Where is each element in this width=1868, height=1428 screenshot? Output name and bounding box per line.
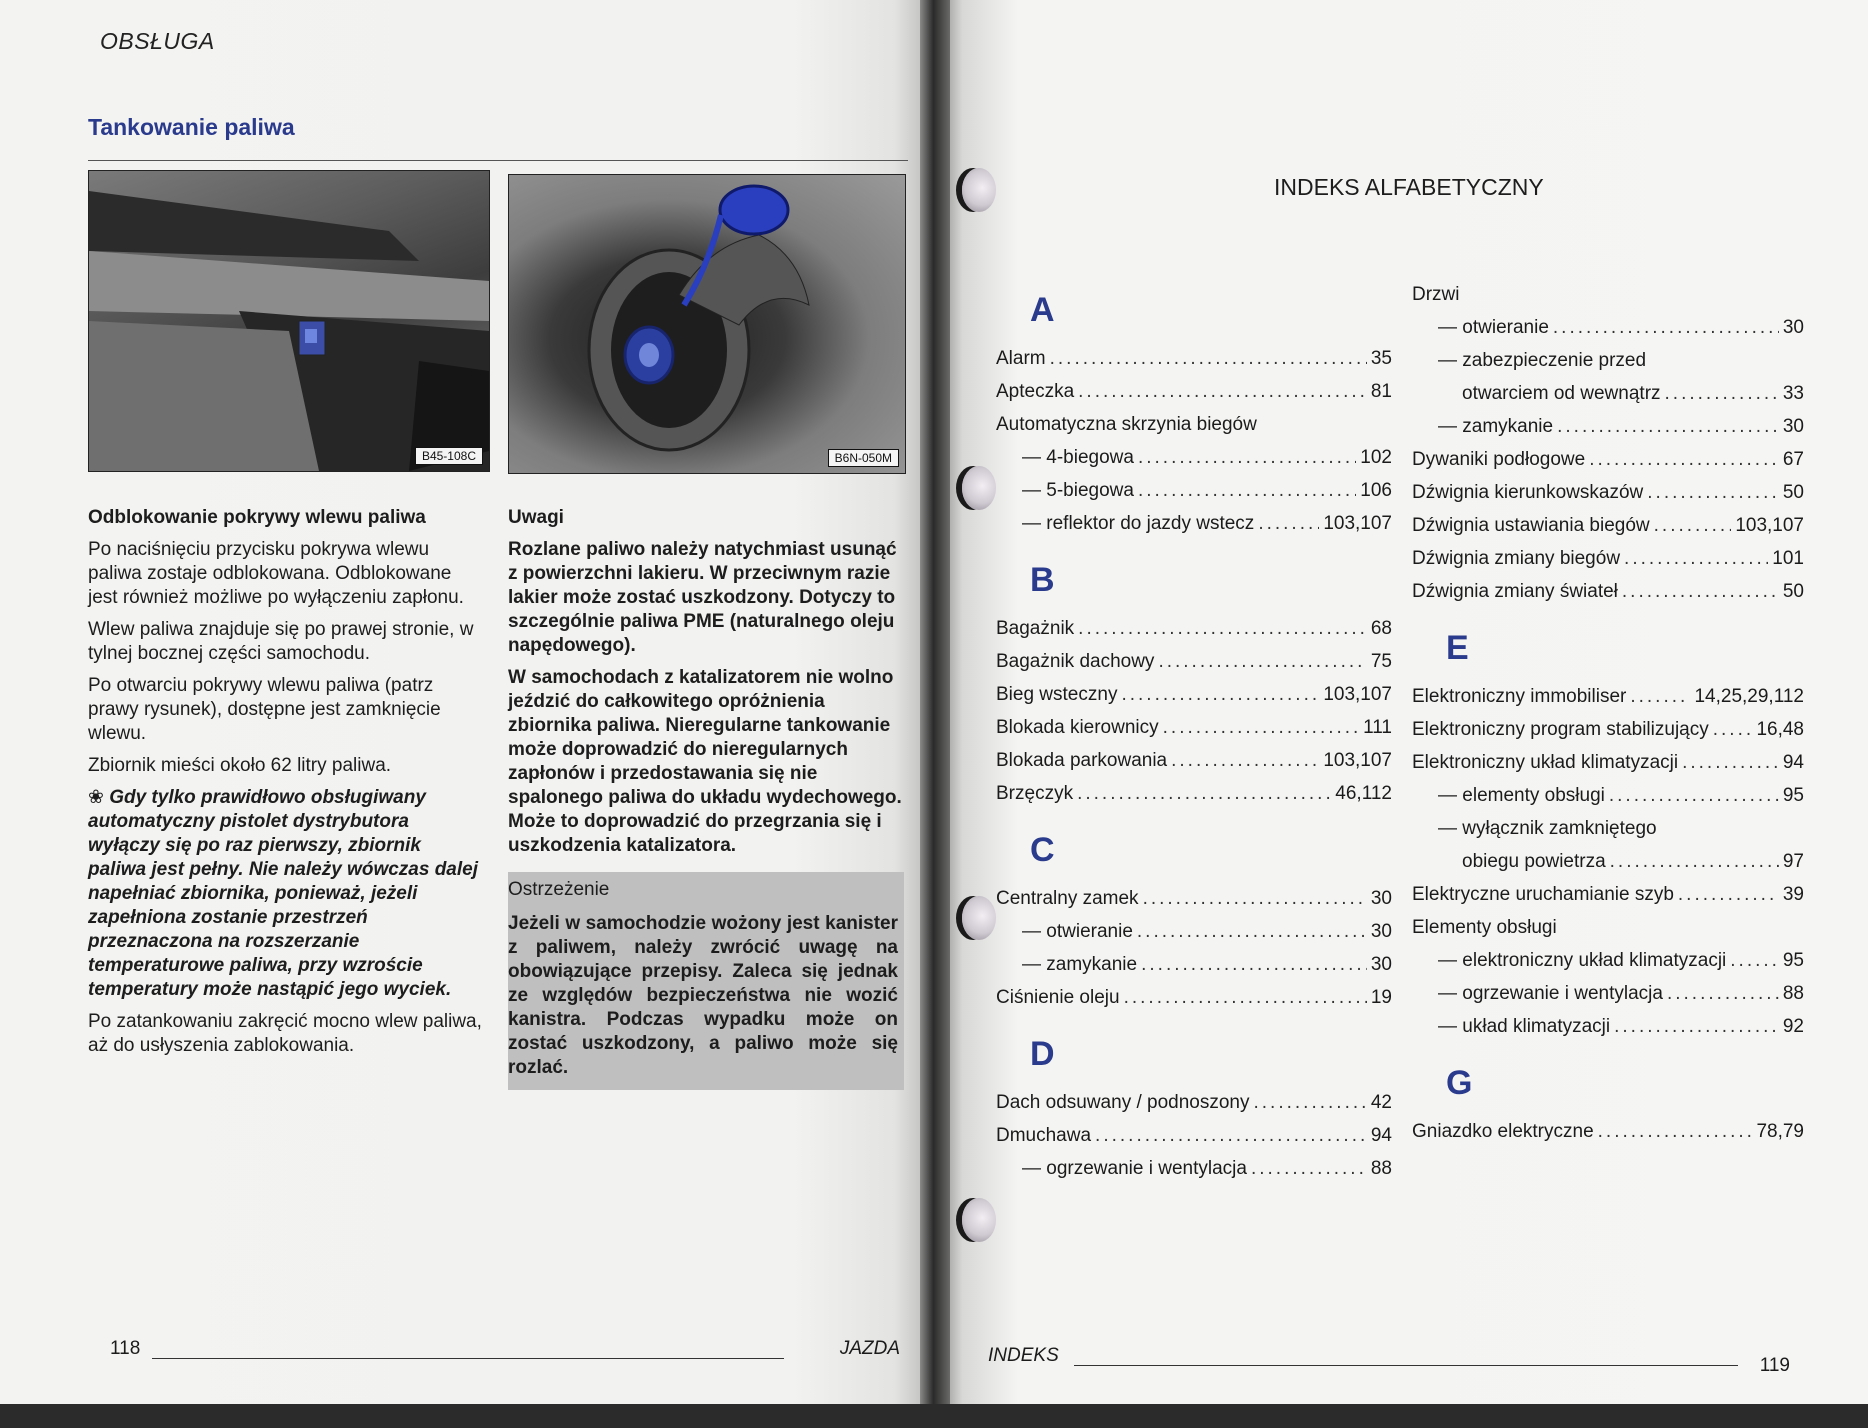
index-letter: E: [1446, 629, 1469, 667]
warning-box: [508, 872, 904, 1090]
index-entry: Dywaniki podłogowe ..... 67: [1412, 443, 1804, 476]
binder-hole: [962, 466, 996, 510]
right-page: [944, 0, 1868, 1404]
index-entry: — 5-biegowa ..... 106: [996, 474, 1392, 507]
index-letter: G: [1446, 1064, 1473, 1102]
index-entry: — zabezpieczenie przed: [1438, 350, 1647, 371]
page-number: 118: [110, 1338, 141, 1359]
column-heading: Odblokowanie pokrywy wlewu paliwa: [88, 507, 426, 528]
paragraph: Po otwarciu pokrywy wlewu paliwa (patrz prawy rysunek), dostępne jest zamknięcie wlewu.: [88, 675, 441, 744]
index-entry: — otwieranie ..... 30: [996, 915, 1392, 948]
index-entry: — ogrzewanie i wentylacja ..... 88: [996, 1152, 1392, 1185]
photo2-illustration: [509, 175, 905, 473]
index-entry: — otwieranie ..... 30: [1412, 311, 1804, 344]
index-entry: Elektroniczny immobiliser ..... 14,25,29,112: [1412, 680, 1804, 713]
paragraph: Po zatankowaniu zakręcić mocno wlew paliwa, aż do usłyszenia zablokowania.: [88, 1011, 482, 1056]
index-entry: Gniazdko elektryczne ..... 78,79: [1412, 1115, 1804, 1148]
page-footer: [110, 1338, 900, 1362]
index-letter: A: [1030, 291, 1055, 329]
column-heading: Uwagi: [508, 507, 564, 528]
index-entry: — wyłącznik zamkniętego: [1438, 818, 1657, 839]
index-entry: Bagażnik dachowy ..... 75: [996, 645, 1392, 678]
paragraph: Zbiornik mieści około 62 litry paliwa.: [88, 755, 392, 776]
footer-section: JAZDA: [839, 1338, 900, 1359]
index-entry: Dźwignia zmiany biegów ..... 101: [1412, 542, 1804, 575]
paragraph: Wlew paliwa znajduje się po prawej stronie, w tylnej bocznej części samochodu.: [88, 619, 474, 664]
index-entry: Alarm ..... 35: [996, 342, 1392, 375]
index-entry: Bieg wsteczny ..... 103,107: [996, 678, 1392, 711]
fuel-cap-photo: [508, 174, 906, 474]
index-entry: Drzwi: [1412, 284, 1460, 305]
warning-text: Jeżeli w samochodzie wożony jest kanister z paliwem, należy zwrócić uwagę na obowiązujące przepisy. Zaleca się jednak ze względów bezpieczeństwa nie wozić kanistra. Podczas wypadku może on zostać uszkodzony, a paliwo może się rozlać.: [508, 913, 898, 1078]
index-letter: B: [1030, 561, 1055, 599]
index-column-left: [996, 288, 1392, 1185]
index-entry: — 4-biegowa ..... 102: [996, 441, 1392, 474]
index-entry: Dźwignia kierunkowskazów ..... 50: [1412, 476, 1804, 509]
footer-rule: [1074, 1365, 1738, 1366]
photo1-illustration: [89, 171, 489, 471]
index-entry: obiegu powietrza ..... 97: [1412, 845, 1804, 878]
index-entry: Automatyczna skrzynia biegów: [996, 414, 1257, 435]
index-entry: Elektroniczny układ klimatyzacji ..... 94: [1412, 746, 1804, 779]
index-entry: Dźwignia zmiany świateł ..... 50: [1412, 575, 1804, 608]
index-entry: otwarciem od wewnątrz ..... 33: [1412, 377, 1804, 410]
title-rule: [88, 160, 908, 161]
environment-icon: ❀: [88, 787, 110, 808]
text-column-left: [88, 506, 484, 1066]
footer-rule: [152, 1358, 784, 1359]
binder-hole: [962, 168, 996, 212]
text-column-right: [508, 506, 904, 1090]
index-entry: Blokada kierownicy ..... 111: [996, 711, 1392, 744]
index-title: INDEKS ALFABETYCZNY: [1274, 174, 1544, 200]
index-entry: — elementy obsługi ..... 95: [1412, 779, 1804, 812]
index-entry: Elektroniczny program stabilizujący ..... 16,48: [1412, 713, 1804, 746]
index-column-right: [1412, 278, 1804, 1148]
index-entry: — układ klimatyzacji ..... 92: [1412, 1010, 1804, 1043]
fuel-flap-button-photo: [88, 170, 490, 472]
figure-tag: B45-108C: [415, 447, 483, 465]
index-entry: Elementy obsługi: [1412, 917, 1557, 938]
paragraph: Rozlane paliwo należy natychmiast usunąć z powierzchni lakieru. W przeciwnym razie lakier może zostać uszkodzony. Dotyczy to szczególnie paliwa PME (naturalnego oleju napędowego).: [508, 539, 897, 656]
index-entry: Elektryczne uruchamianie szyb ..... 39: [1412, 878, 1804, 911]
page-number: 119: [1759, 1355, 1790, 1376]
index-entry: Dmuchawa ..... 94: [996, 1119, 1392, 1152]
figure-tag: B6N-050M: [828, 449, 899, 467]
index-entry: — zamykanie ..... 30: [996, 948, 1392, 981]
warning-title: Ostrzeżenie: [508, 879, 610, 900]
binder-hole: [962, 1198, 996, 1242]
index-entry: Dach odsuwany / podnoszony ..... 42: [996, 1086, 1392, 1119]
index-entry: — ogrzewanie i wentylacja ..... 88: [1412, 977, 1804, 1010]
page-title: Tankowanie paliwa: [88, 114, 295, 140]
index-entry: — elektroniczny układ klimatyzacji ..... 95: [1412, 944, 1804, 977]
index-letter: C: [1030, 831, 1055, 869]
running-header: OBSŁUGA: [100, 28, 215, 54]
left-page: [0, 0, 932, 1404]
index-entry: Apteczka ..... 81: [996, 375, 1392, 408]
environment-note-text: Gdy tylko prawidłowo obsługiwany automatyczny pistolet dystrybutora wyłączy się po raz pierwszy, zbiornik paliwa jest pełny. Nie należy wówczas dalej napełniać zbiornika, ponieważ, jeżeli zapełniona zostanie przestrzeń przeznaczona na rozszerzanie temperaturowe paliwa, przy wzroście temperatury może nastąpić jego wyciek.: [88, 787, 479, 1000]
index-entry: Centralny zamek ..... 30: [996, 882, 1392, 915]
index-entry: — reflektor do jazdy wstecz ..... 103,107: [996, 507, 1392, 540]
index-entry: Ciśnienie oleju ..... 19: [996, 981, 1392, 1014]
index-entry: Dźwignia ustawiania biegów ..... 103,107: [1412, 509, 1804, 542]
index-entry: Blokada parkowania ..... 103,107: [996, 744, 1392, 777]
index-entry: — zamykanie ..... 30: [1412, 410, 1804, 443]
paragraph: W samochodach z katalizatorem nie wolno jeździć do całkowitego opróżnienia zbiornika paliwa. Nieregularne tankowanie może doprowadzić do nieregularnych zapłonów i przedostawania się nie spalonego paliwa do układu wydechowego. Może to doprowadzić do przegrzania się i uszkodzenia katalizatora.: [508, 667, 902, 856]
index-entry: Brzęczyk ..... 46,112: [996, 777, 1392, 810]
page-footer: [988, 1345, 1808, 1375]
book-gutter: [920, 0, 950, 1428]
environment-note: [88, 786, 484, 1002]
footer-section: INDEKS: [988, 1345, 1059, 1366]
paragraph: Po naciśnięciu przycisku pokrywa wlewu paliwa zostaje odblokowana. Odblokowane jest również możliwe po wyłączeniu zapłonu.: [88, 539, 464, 608]
index-letter: D: [1030, 1035, 1055, 1073]
binder-hole: [962, 896, 996, 940]
scan-bottom-edge: [0, 1404, 1868, 1428]
index-entry: Bagażnik ..... 68: [996, 612, 1392, 645]
